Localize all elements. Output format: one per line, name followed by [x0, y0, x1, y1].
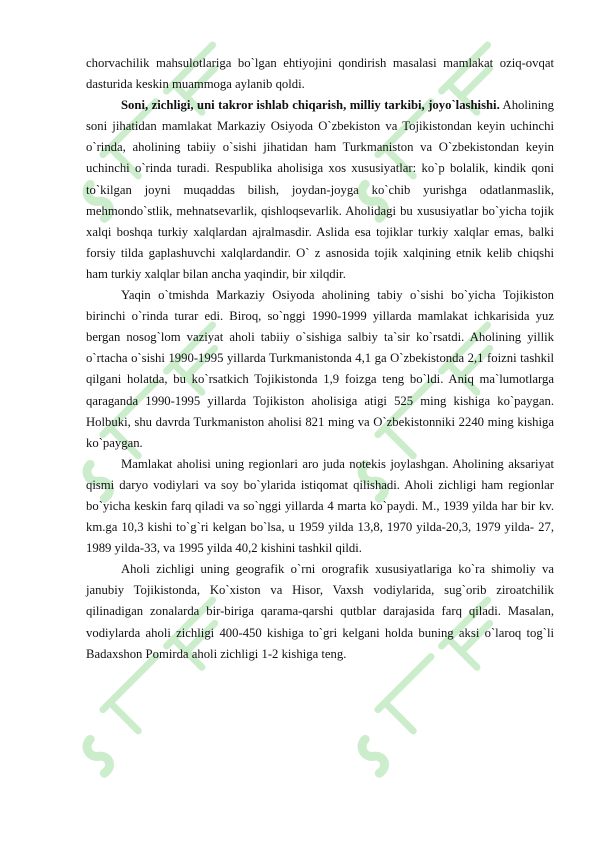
paragraph-5-text: Aholi zichligi uning geografik o`rni orografik xususiyatlariga ko`ra shimoliy va janubiy Tojikistonda, Ko`xiston va Hisor, Vaxsh vodiylarida, sug`orib ziroatchilik qilinadigan zonalarda bir-biriga qarama-qarshi qutblar darajasida farq qiladi. Masalan, vodiylarda aholi zichligi 400-450 kishiga to`gri kelgani holda buning aksi o`laroq tog`li Badaxshon Pomirda aholi zichligi 1-2 kishiga teng.: [86, 562, 554, 661]
paragraph-1: [86, 53, 554, 95]
paragraph-2-text: Aholining soni jihatidan mamlakat Markaziy Osiyoda O`zbekiston va Tojikistondan keyin uchinchi o`rinda, aholining tabiiy o`sishi jihatidan ham Turkmaniston va O`zbekistondan keyin uchinchi o`rinda turadi. Respublika aholisiga xos xususiyatlar: ko`p bolalik, kindik qoni to`kilgan joyni muqaddas bilish, joydan-joyga ko`chib yurishga odatlanmaslik, mehmondo`stlik, mehnatsevarlik, qishloqsevarlik. Aholidagi bu xususiyatlar bo`yicha tojik xalqi boshqa turkiy xalqlardan ajralmasdir. Aslida esa tojiklar turkiy xalqlar emas, balki forsiy tilda gaplashuvchi xalqlardandir. O` z asnosida tojik xalqining etnik kelib chiqshi ham turkiy xalqlar bilan ancha yaqindir, bir xilqdir.: [86, 98, 554, 281]
paragraph-2: [86, 95, 554, 285]
paragraph-4: [86, 454, 554, 559]
paragraph-4-text: Mamlakat aholisi uning regionlari aro juda notekis joylashgan. Aholining aksariyat qismi daryo vodiylari va soy bo`ylarida istiqomat qilishadi. Aholi zichligi ham regionlar bo`yicha keskin farq qiladi va so`nggi yillarda 4 marta ko`paydi. M., 1939 yilda har bir kv. km.ga 10,3 kishi to`g`ri kelgan bo`lsa, u 1959 yilda 13,8, 1970 yilda-20,3, 1979 yilda- 27, 1989 yilda-33, va 1995 yilda 40,2 kishini tashkil qildi.: [86, 456, 554, 556]
paragraph-5: [86, 559, 554, 664]
document-body: [86, 53, 554, 665]
paragraph-1-text: chorvachilik mahsulotlariga bo`lgan ehtiyojini qondirish masalasi mamlakat oziq-ovqat dasturida keskin muammoga aylanib qoldi.: [86, 56, 554, 92]
section-heading: Soni, zichligi, uni takror ishlab chiqarish, milliy tarkibi, joyo`lashishi.: [121, 98, 500, 113]
paragraph-3: [86, 285, 554, 454]
paragraph-3-text: Yaqin o`tmishda Markaziy Osiyoda aholining tabiy o`sishi bo`yicha Tojikiston birinchi o`rinda turar edi. Biroq, so`nggi 1990-1999 yillarda mamlakat ichkarisida yuz bergan nosog`lom vaziyat aholi tabiiy o`sishiga salbiy ta`sir ko`rsatdi. Aholining yillik o`rtacha o`sishi 1990-1995 yillarda Turkmanistonda 4,1 ga O`zbekistonda 2,1 foizni tashkil qilgani holatda, bu ko`rsatkich Tojikistonda 1,9 foizga teng bo`ldi. Aniq ma`lumotlarga qaraganda 1990-1995 yillarda Tojikiston aholisiga atigi 525 ming kishiga ko`paygan. Holbuki, shu davrda Turkmaniston aholisi 821 ming va O`zbekistonniki 2240 ming kishiga ko`paygan.: [86, 288, 554, 450]
